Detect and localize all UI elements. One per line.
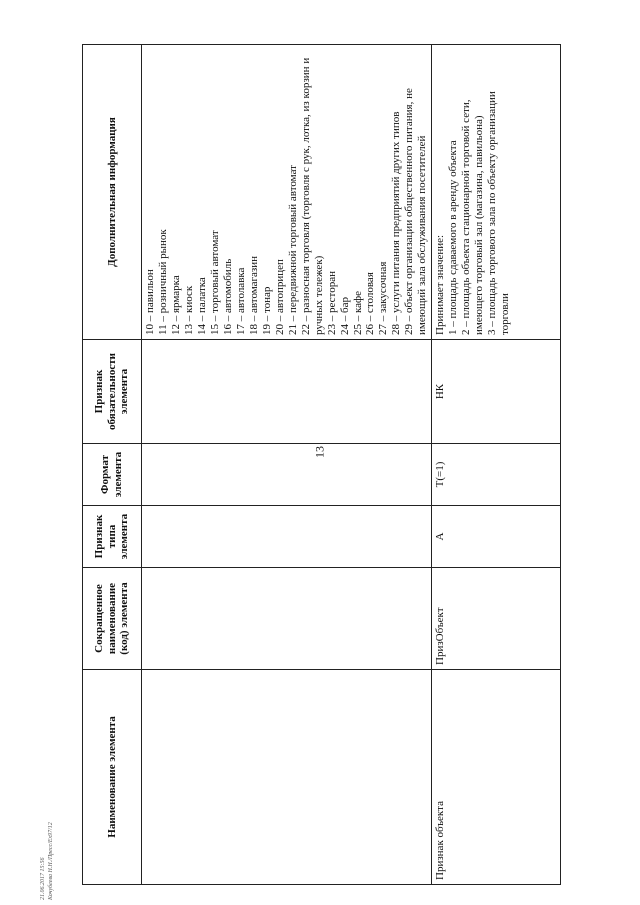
rotated-table-container xyxy=(82,45,512,885)
table-row xyxy=(432,45,561,885)
header-code: Сокращенное наименование (код) элемента xyxy=(83,568,142,670)
cell-type xyxy=(142,506,432,568)
table-row xyxy=(142,45,432,885)
elements-table xyxy=(82,44,561,885)
info-line: 25 – кафе xyxy=(351,290,364,335)
cell-info xyxy=(432,45,561,340)
info-line: 13 – киоск xyxy=(182,285,195,335)
info-line: 29 – объект организации общественного питания, не имеющий зала обслуживания посетителей xyxy=(403,88,429,335)
info-line: 1 – площадь сдаваемого в аренду объекта xyxy=(447,140,460,335)
header-name: Наименование элемента xyxy=(83,670,142,885)
info-line: 10 – павильон xyxy=(144,269,156,335)
info-line: 26 – столовая xyxy=(364,272,377,335)
info-line: 22 – разносная торговля (торговля с рук, лотка, из корзин и ручных тележек) xyxy=(299,57,325,335)
info-line: Принимает значение: xyxy=(434,234,447,335)
header-format: Формат элемента xyxy=(83,444,142,506)
info-line: 21 – передвижной торговый автомат xyxy=(286,165,299,335)
info-line: 17 – автолавка xyxy=(234,267,247,335)
info-line: 16 – автомобиль xyxy=(221,258,234,335)
cell-info xyxy=(142,45,432,340)
cell-name xyxy=(142,670,432,885)
info-line: 12 – ярмарка xyxy=(169,275,182,335)
cell-required: НК xyxy=(432,340,561,444)
cell-code: ПризОбъект xyxy=(432,568,561,670)
info-line: 27 – закусочная xyxy=(377,261,390,335)
cell-name: Признак объекта xyxy=(432,670,561,885)
cell-format: Т(=1) xyxy=(432,444,561,506)
cell-type: А xyxy=(432,506,561,568)
info-line: 15 – торговый автомат xyxy=(208,230,221,335)
info-line: 3 – площадь торгового зала по объекту организации торговли xyxy=(486,91,512,335)
footer-author: Кочубеева Н.Н./Пресс/Ex97/12 xyxy=(47,822,54,900)
info-line: 23 – ресторан xyxy=(325,271,338,335)
cell-code xyxy=(142,568,432,670)
header-row xyxy=(83,45,142,885)
info-line: 14 – палатка xyxy=(195,277,208,335)
info-line: 18 – автомагазин xyxy=(247,255,260,335)
footer-timestamp: 21.06.2017 15:56 xyxy=(40,857,46,900)
info-line: 11 – розничный рынок xyxy=(156,229,169,335)
cell-required xyxy=(142,340,432,444)
print-footer xyxy=(40,822,56,900)
info-line: 28 – услуги питания предприятий других типов xyxy=(390,111,403,335)
info-line: 2 – площадь объекта стационарной торговой сети, имеющего торговый зал (магазина, павильона) xyxy=(460,99,486,335)
info-line: 19 – тонар xyxy=(260,286,273,335)
info-line: 20 – автоприцеп xyxy=(273,259,286,335)
cell-format xyxy=(142,444,432,506)
header-type: Признак типа элемента xyxy=(83,506,142,568)
header-required: Признак обязательности элемента xyxy=(83,340,142,444)
info-line: 24 – бар xyxy=(338,297,351,335)
header-info: Дополнительная информация xyxy=(83,45,142,340)
page-number: 13 xyxy=(312,446,327,458)
